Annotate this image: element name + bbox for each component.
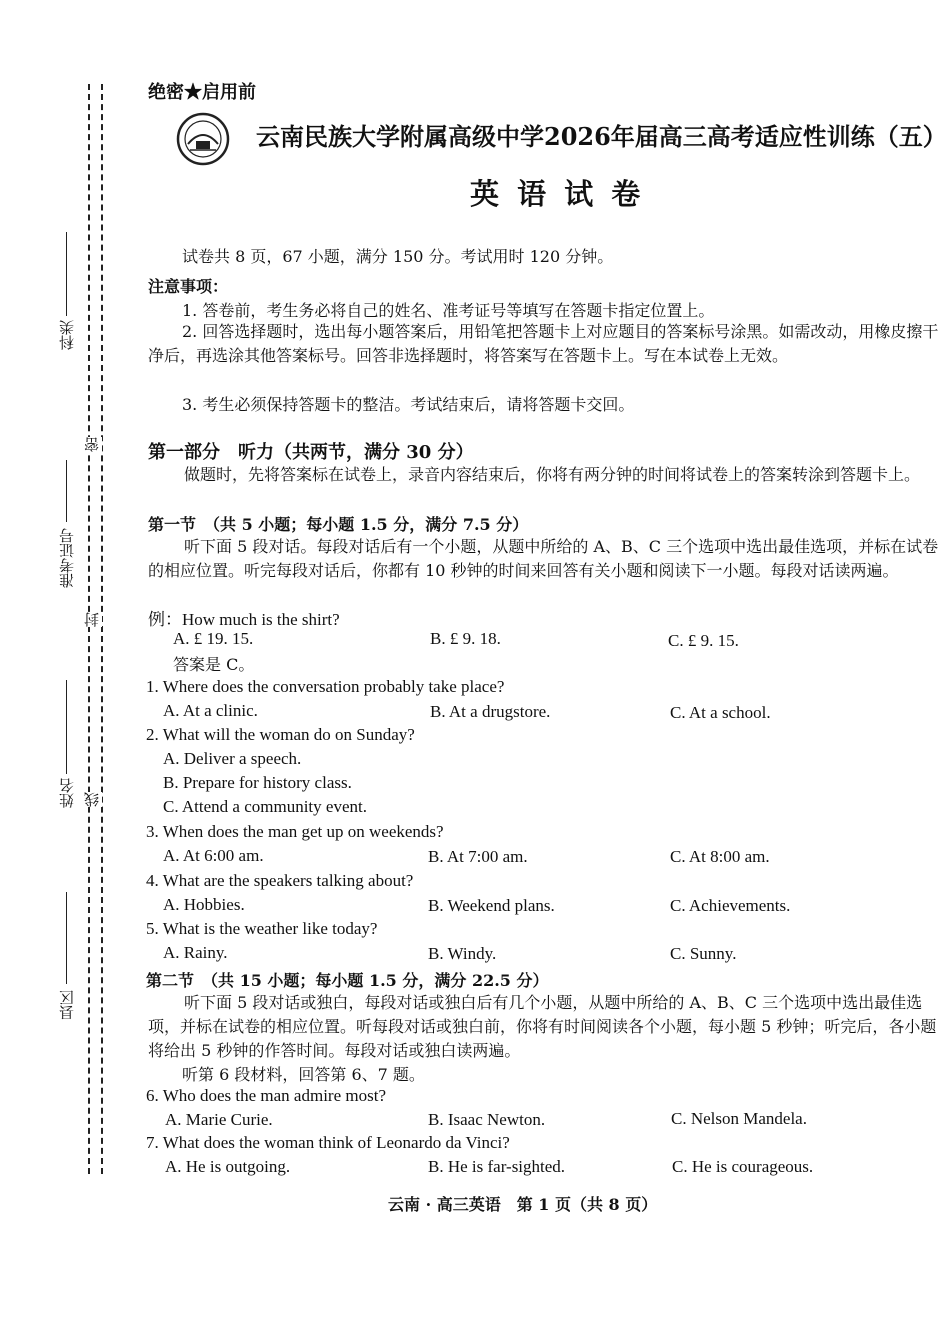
school-emblem-icon [176,112,230,166]
secret-mark: 绝密★启用前 [148,82,256,103]
q5-option-a[interactable]: A. Rainy. [163,943,228,962]
q7-option-b[interactable]: B. He is far-sighted. [428,1157,566,1176]
exam-intro: 试卷共 8 页，67 小题，满分 150 分。考试用时 120 分钟。 [182,247,614,266]
name-fill-line[interactable] [66,680,67,774]
section2-material: 听第 6 段材料，回答第 6、7 题。 [182,1065,425,1084]
q3-option-b[interactable]: B. At 7:00 am. [428,847,528,866]
q1-option-a[interactable]: A. At a clinic. [163,701,258,720]
part1-instruction: 做题时，先将答案标在试卷上，录音内容结束后，你将有两分钟的时间将试卷上的答案转涂到答题卡上。 [184,465,921,484]
q6-option-a[interactable]: A. Marie Curie. [165,1110,273,1129]
note-item-3: 3. 考生必须保持答题卡的整洁。考试结束后，请将答题卡交回。 [182,395,635,414]
section2-instruction: 听下面 5 段对话或独白，每段对话或独白后有几个小题，从题中所给的 A、B、C 三个选项中选出最佳选项，并标在试卷的相应位置。听每段对话或独白前，你将有时间阅读各个小题，每小题 5 秒钟；听完后，各小题将给出 5 秒钟的作答时间。每段对话或独白读两遍。 [148,993,937,1060]
note-item-2: 2. 回答选择题时，选出每小题答案后，用铅笔把答题卡上对应题目的答案标号涂黑。如需改动，用橡皮擦干净后，再选涂其他答案标号。回答非选择题时，将答案写在答题卡上。写在本试卷上无效。 [148,322,939,365]
q4-option-b[interactable]: B. Weekend plans. [428,896,555,915]
section1-title: 第一节 （共 5 小题；每小题 1.5 分，满分 7.5 分） [148,515,529,534]
q3-option-c[interactable]: C. At 8:00 am. [670,847,770,866]
seal-feng-label: 封 [83,612,101,627]
example-question: 例：How much is the shirt? [148,610,340,629]
question-3: 3. When does the man get up on weekends? [146,822,444,841]
q7-option-c[interactable]: C. He is courageous. [672,1157,814,1176]
q7-option-a[interactable]: A. He is outgoing. [165,1157,291,1176]
q6-option-c[interactable]: C. Nelson Mandela. [671,1109,807,1128]
question-1: 1. Where does the conversation probably take place? [146,677,505,696]
question-7: 7. What does the woman think of Leonardo da Vinci? [146,1133,510,1152]
q4-option-a[interactable]: A. Hobbies. [163,895,245,914]
question-4: 4. What are the speakers talking about? [146,871,414,890]
note-item-1: 1. 答卷前，考生务必将自己的姓名、准考证号等填写在答题卡指定位置上。 [182,301,715,320]
section1-instruction: 听下面 5 段对话。每段对话后有一个小题，从题中所给的 A、B、C 三个选项中选出最佳选项，并标在试卷的相应位置。听完每段对话后，你都有 10 秒钟的时间来回答有关小题和阅读下一小题。每段对话读两遍。 [148,537,939,580]
example-option-a: A. £ 19. 15. [173,629,254,648]
subject-field-label: 科类 [58,320,76,350]
notes-title: 注意事项： [148,277,229,296]
q2-option-c[interactable]: C. Attend a community event. [163,797,367,816]
question-5: 5. What is the weather like today? [146,919,378,938]
subject-fill-line[interactable] [66,232,67,316]
q4-option-c[interactable]: C. Achievements. [670,896,791,915]
name-field-label: 姓名 [58,778,76,808]
example-answer: 答案是 C。 [173,655,255,674]
q5-option-c[interactable]: C. Sunny. [670,944,737,963]
county-fill-line[interactable] [66,892,67,984]
q2-option-b[interactable]: B. Prepare for history class. [163,773,352,792]
q5-option-b[interactable]: B. Windy. [428,944,497,963]
example-option-b: B. £ 9. 18. [430,629,501,648]
exam-no-field-label: 准考证号 [58,528,76,588]
question-2: 2. What will the woman do on Sunday? [146,725,415,744]
q1-option-c[interactable]: C. At a school. [670,703,771,722]
binding-dashed-line-inner [101,84,103,1174]
q1-option-b[interactable]: B. At a drugstore. [430,702,551,721]
subject-title: 英 语 试 卷 [470,177,645,211]
school-title: 云南民族大学附属高级中学2026年届高三高考适应性训练（五） [256,122,947,151]
q3-option-a[interactable]: A. At 6:00 am. [163,846,264,865]
exam-no-fill-line[interactable] [66,460,67,522]
seal-xian-label: 线 [83,792,101,807]
page-footer: 云南 · 高三英语 第 1 页（共 8 页） [388,1195,658,1214]
section2-title: 第二节 （共 15 小题；每小题 1.5 分，满分 22.5 分） [146,971,549,990]
example-option-c: C. £ 9. 15. [668,631,739,650]
q2-option-a[interactable]: A. Deliver a speech. [163,749,302,768]
part1-title: 第一部分 听力（共两节，满分 30 分） [148,442,474,463]
question-6: 6. Who does the man admire most? [146,1086,386,1105]
q6-option-b[interactable]: B. Isaac Newton. [428,1110,546,1129]
county-field-label: 县区 [58,990,76,1020]
binding-dashed-line [88,84,90,1174]
seal-mi-label: 密 [83,437,101,452]
